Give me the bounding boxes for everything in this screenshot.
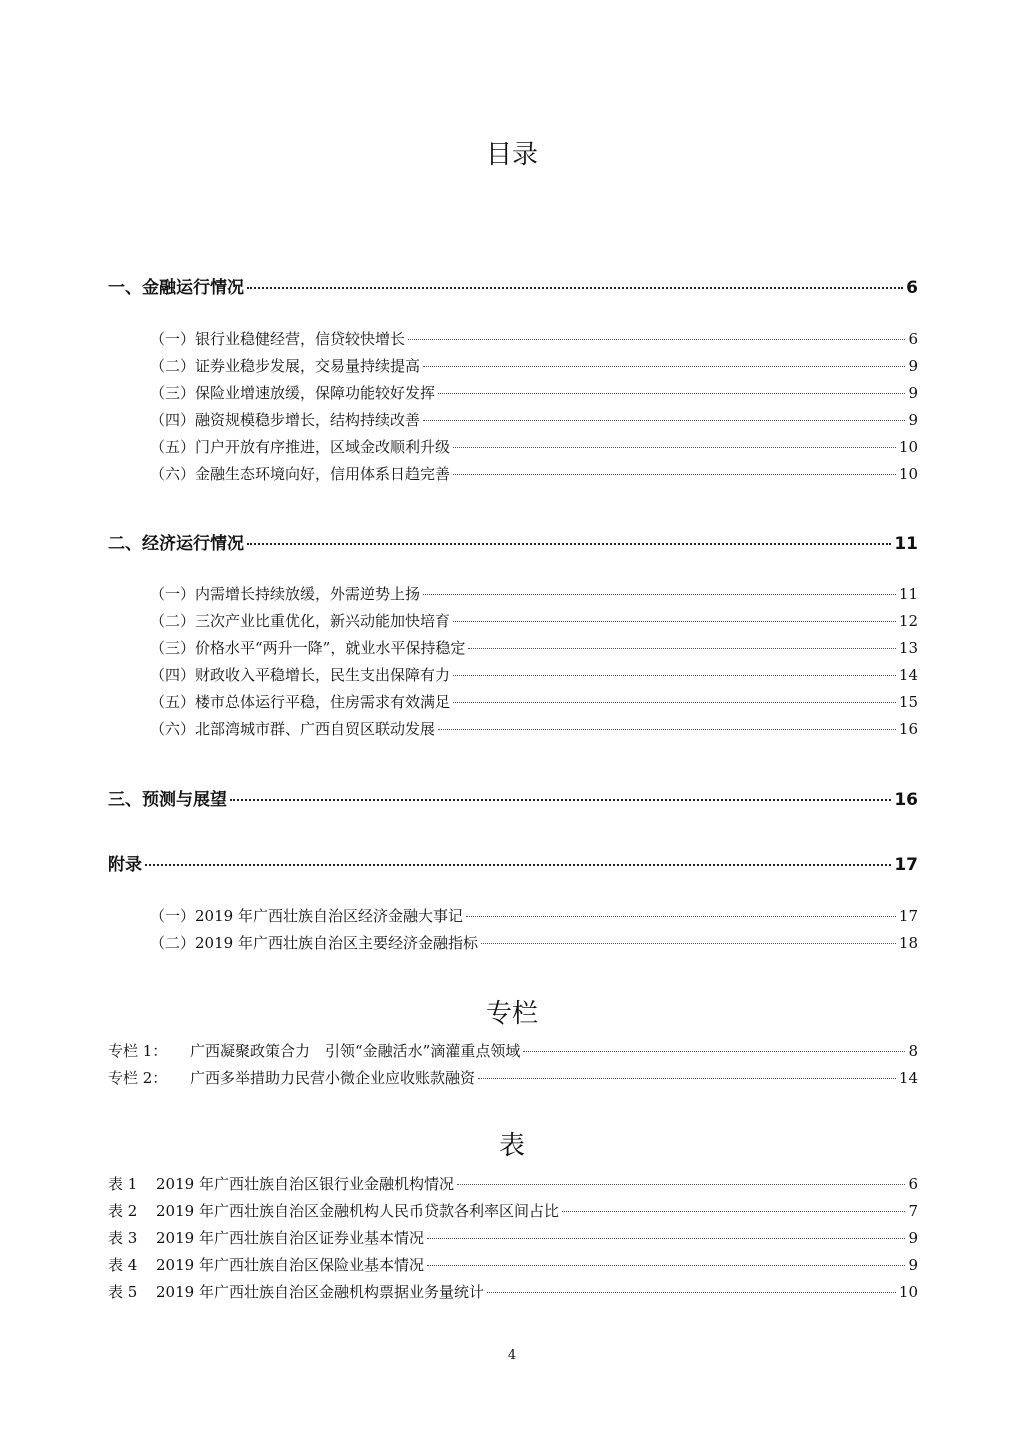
toc-page-number: 9: [908, 1229, 918, 1247]
toc-item-label: （三）价格水平“两升一降”，就业水平保持稳定: [150, 639, 466, 657]
toc-page-number: 12: [898, 612, 918, 630]
leader-dots: [457, 1184, 906, 1185]
toc-item-label: （一）内需增长持续放缓，外需逆势上扬: [150, 585, 421, 603]
toc-item-label: （三）保险业增速放缓，保障功能较好发挥: [150, 384, 436, 402]
column-number: 专栏 1：: [108, 1042, 168, 1060]
leader-dots: [427, 1238, 906, 1239]
table-number: 表 5: [108, 1283, 138, 1301]
leader-dots: [478, 1078, 896, 1079]
toc-page-number: 18: [898, 934, 918, 952]
toc-page-number: 10: [898, 438, 918, 456]
leader-dots: [408, 339, 905, 340]
leader-dots: [230, 799, 891, 801]
table-label: 2019 年广西壮族自治区金融机构人民币贷款各利率区间占比: [156, 1202, 559, 1220]
toc-item-label: （四）财政收入平稳增长，民生支出保障有力: [150, 666, 451, 684]
toc-page-number: 14: [898, 666, 918, 684]
column-label: 广西多举措助力民营小微企业应收账款融资: [190, 1069, 476, 1087]
leader-dots: [438, 729, 896, 730]
leader-dots: [562, 1211, 906, 1212]
toc-item[interactable]: [150, 382, 918, 403]
column-label: 广西凝聚政策合力 引领“金融活水”滴灌重点领域: [190, 1042, 521, 1060]
table-entry[interactable]: [108, 1254, 918, 1275]
toc-page-number: 15: [898, 693, 918, 711]
toc-item-label: （四）融资规模稳步增长，结构持续改善: [150, 411, 421, 429]
leader-dots: [453, 621, 896, 622]
toc-page-number: 13: [898, 639, 918, 657]
toc-item[interactable]: [150, 355, 918, 376]
toc-section-1[interactable]: [108, 273, 918, 298]
table-number: 表 3: [108, 1229, 138, 1247]
page-number: 4: [507, 1348, 517, 1363]
toc-page-number: 9: [908, 1256, 918, 1274]
table-label: 2019 年广西壮族自治区保险业基本情况: [156, 1256, 424, 1274]
leader-dots: [423, 420, 905, 421]
toc-item[interactable]: [150, 610, 918, 631]
column-entry[interactable]: [108, 1067, 918, 1088]
leader-dots: [145, 864, 891, 866]
toc-item-label: （一）2019 年广西壮族自治区经济金融大事记: [150, 907, 463, 925]
table-label: 2019 年广西壮族自治区银行业金融机构情况: [156, 1175, 454, 1193]
leader-dots: [423, 366, 905, 367]
toc-section-appendix[interactable]: [108, 850, 918, 875]
tables-title: 表: [498, 1131, 525, 1161]
leader-dots: [247, 543, 891, 545]
toc-page-number: 10: [898, 1283, 918, 1301]
toc-section-label: 一、金融运行情况: [108, 278, 244, 298]
table-label: 2019 年广西壮族自治区证券业基本情况: [156, 1229, 424, 1247]
toc-page-number: 9: [908, 384, 918, 402]
toc-section-2[interactable]: [108, 529, 918, 554]
toc-page-number: 16: [894, 790, 918, 810]
toc-item[interactable]: [150, 691, 918, 712]
table-label: 2019 年广西壮族自治区金融机构票据业务量统计: [156, 1283, 484, 1301]
columns-title: 专栏: [485, 999, 538, 1029]
leader-dots: [247, 287, 903, 289]
toc-item-label: （五）楼市总体运行平稳，住房需求有效满足: [150, 693, 451, 711]
toc-section-label: 附录: [108, 855, 142, 875]
leader-dots: [453, 474, 896, 475]
toc-item[interactable]: [150, 664, 918, 685]
column-number: 专栏 2：: [108, 1069, 168, 1087]
toc-page-number: 8: [908, 1042, 918, 1060]
table-entry[interactable]: [108, 1227, 918, 1248]
leader-dots: [453, 675, 896, 676]
leader-dots: [423, 594, 896, 595]
toc-item[interactable]: [150, 328, 918, 349]
table-number: 表 2: [108, 1202, 138, 1220]
toc-page-number: 9: [908, 357, 918, 375]
toc-page-number: 9: [908, 411, 918, 429]
toc-item[interactable]: [150, 463, 918, 484]
toc-item[interactable]: [150, 905, 918, 926]
table-entry[interactable]: [108, 1200, 918, 1221]
toc-page-number: 6: [908, 330, 918, 348]
toc-page-number: 11: [898, 585, 918, 603]
leader-dots: [468, 648, 896, 649]
toc-item-label: （二）三次产业比重优化，新兴动能加快培育: [150, 612, 451, 630]
toc-item-label: （二）证券业稳步发展，交易量持续提高: [150, 357, 421, 375]
leader-dots: [438, 393, 905, 394]
toc-item-label: （一）银行业稳健经营，信贷较快增长: [150, 330, 406, 348]
toc-section-label: 三、预测与展望: [108, 790, 227, 810]
table-number: 表 4: [108, 1256, 138, 1274]
toc-item[interactable]: [150, 409, 918, 430]
toc-page-number: 17: [894, 855, 918, 875]
leader-dots: [487, 1292, 896, 1293]
toc-item[interactable]: [150, 583, 918, 604]
toc-item-label: （六）北部湾城市群、广西自贸区联动发展: [150, 720, 436, 738]
toc-section-label: 二、经济运行情况: [108, 534, 244, 554]
leader-dots: [523, 1051, 905, 1052]
table-entry[interactable]: [108, 1281, 918, 1302]
toc-page-number: 16: [898, 720, 918, 738]
toc-page-number: 7: [908, 1202, 918, 1220]
toc-title: 目录: [485, 140, 538, 170]
toc-page-number: 6: [906, 278, 918, 298]
leader-dots: [453, 447, 896, 448]
toc-item[interactable]: [150, 436, 918, 457]
leader-dots: [466, 916, 896, 917]
column-entry[interactable]: [108, 1040, 918, 1061]
toc-item[interactable]: [150, 932, 918, 953]
table-number: 表 1: [108, 1175, 138, 1193]
toc-page-number: 17: [898, 907, 918, 925]
toc-item-label: （六）金融生态环境向好，信用体系日趋完善: [150, 465, 451, 483]
toc-item-label: （二）2019 年广西壮族自治区主要经济金融指标: [150, 934, 478, 952]
toc-page-number: 6: [908, 1175, 918, 1193]
leader-dots: [453, 702, 896, 703]
toc-page-number: 14: [898, 1069, 918, 1087]
toc-section-3[interactable]: [108, 785, 918, 810]
table-entry[interactable]: [108, 1173, 918, 1194]
leader-dots: [481, 943, 896, 944]
toc-page-number: 11: [894, 534, 918, 554]
leader-dots: [427, 1265, 906, 1266]
toc-item-label: （五）门户开放有序推进，区域金改顺利升级: [150, 438, 451, 456]
toc-page-number: 10: [898, 465, 918, 483]
toc-item[interactable]: [150, 718, 918, 739]
toc-item[interactable]: [150, 637, 918, 658]
